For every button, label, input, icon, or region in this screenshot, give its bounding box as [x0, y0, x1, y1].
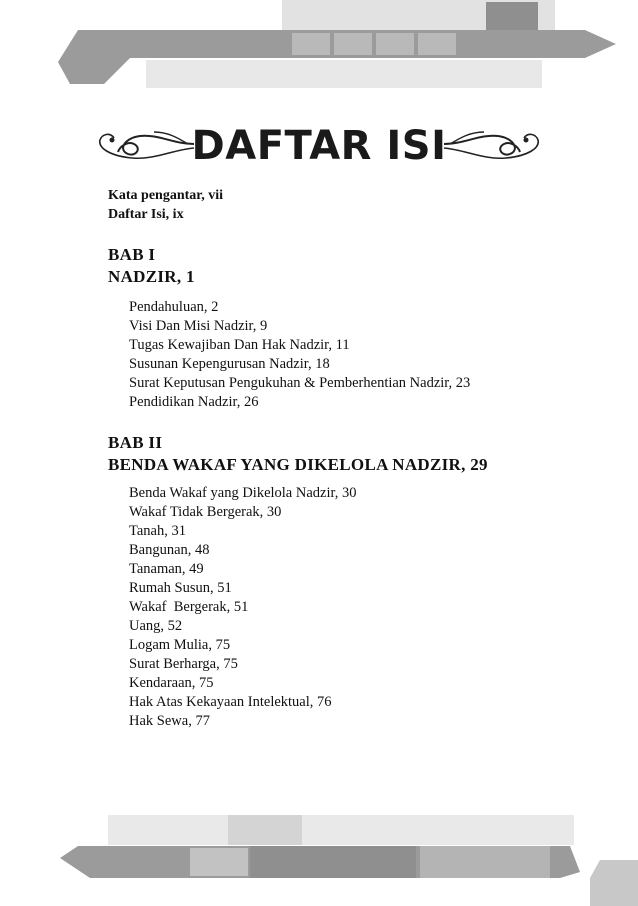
chapter-label: BAB I	[108, 245, 156, 264]
bottom-right-corner	[590, 860, 638, 906]
chapter-label: BAB II	[108, 433, 163, 452]
top-light-block	[282, 0, 555, 30]
chapter-title: NADZIR, 1	[108, 267, 195, 286]
top-gray-swoosh	[58, 30, 616, 84]
toc-front-item: Daftar Isi, ix	[108, 207, 184, 222]
swirl-ornament-right-icon	[440, 124, 550, 164]
top-segment-3	[376, 33, 414, 55]
toc-entry: Hak Sewa, 77	[129, 713, 210, 729]
bottom-decoration-band	[60, 815, 638, 906]
toc-entry: Visi Dan Misi Nadzir, 9	[129, 318, 268, 334]
title-block	[88, 118, 550, 178]
toc-entry: Surat Keputusan Pengukuhan & Pemberhentian Nadzir, 23	[129, 375, 471, 391]
toc-entry: Kendaraan, 75	[129, 675, 214, 691]
toc-front-item: Kata pengantar, vii	[108, 188, 223, 203]
chapter-2-entries	[129, 484, 578, 731]
toc-entry: Rumah Susun, 51	[129, 580, 232, 596]
toc-entry: Susunan Kepengurusan Nadzir, 18	[129, 356, 330, 372]
bottom-mid-block	[228, 815, 302, 845]
toc-entry: Wakaf Bergerak, 51	[129, 599, 249, 615]
top-segment-1	[292, 33, 330, 55]
bottom-light-tile	[190, 848, 248, 876]
bottom-light-strip	[108, 815, 574, 845]
top-dark-tile	[486, 2, 538, 30]
toc-entry: Pendidikan Nadzir, 26	[129, 394, 259, 410]
toc-entry: Hak Atas Kekayaan Intelektual, 76	[129, 694, 332, 710]
bottom-mid-tile	[420, 846, 550, 878]
toc-entry: Benda Wakaf yang Dikelola Nadzir, 30	[129, 485, 357, 501]
toc-entry: Logam Mulia, 75	[129, 637, 231, 653]
chapter-1-heading	[108, 244, 578, 288]
front-matter	[108, 186, 578, 224]
toc-entry: Bangunan, 48	[129, 542, 210, 558]
toc-entry: Pendahuluan, 2	[129, 299, 219, 315]
toc-entry: Surat Berharga, 75	[129, 656, 238, 672]
page-title: DAFTAR ISI	[191, 123, 447, 169]
toc-entry: Tugas Kewajiban Dan Hak Nadzir, 11	[129, 337, 350, 353]
top-decoration-band	[58, 0, 616, 88]
top-segment-4	[418, 33, 456, 55]
bottom-gray-swoosh	[60, 846, 580, 878]
top-segment-2	[334, 33, 372, 55]
chapter-title: BENDA WAKAF YANG DIKELOLA NADZIR, 29	[108, 455, 488, 474]
chapter-2-heading	[108, 432, 578, 476]
bottom-dark-block	[250, 846, 416, 878]
top-light-strip	[146, 60, 542, 88]
toc-entry: Wakaf Tidak Bergerak, 30	[129, 504, 282, 520]
toc-entry: Uang, 52	[129, 618, 183, 634]
table-of-contents	[108, 186, 578, 731]
toc-entry: Tanah, 31	[129, 523, 186, 539]
chapter-1-entries	[129, 298, 578, 412]
toc-entry: Tanaman, 49	[129, 561, 204, 577]
